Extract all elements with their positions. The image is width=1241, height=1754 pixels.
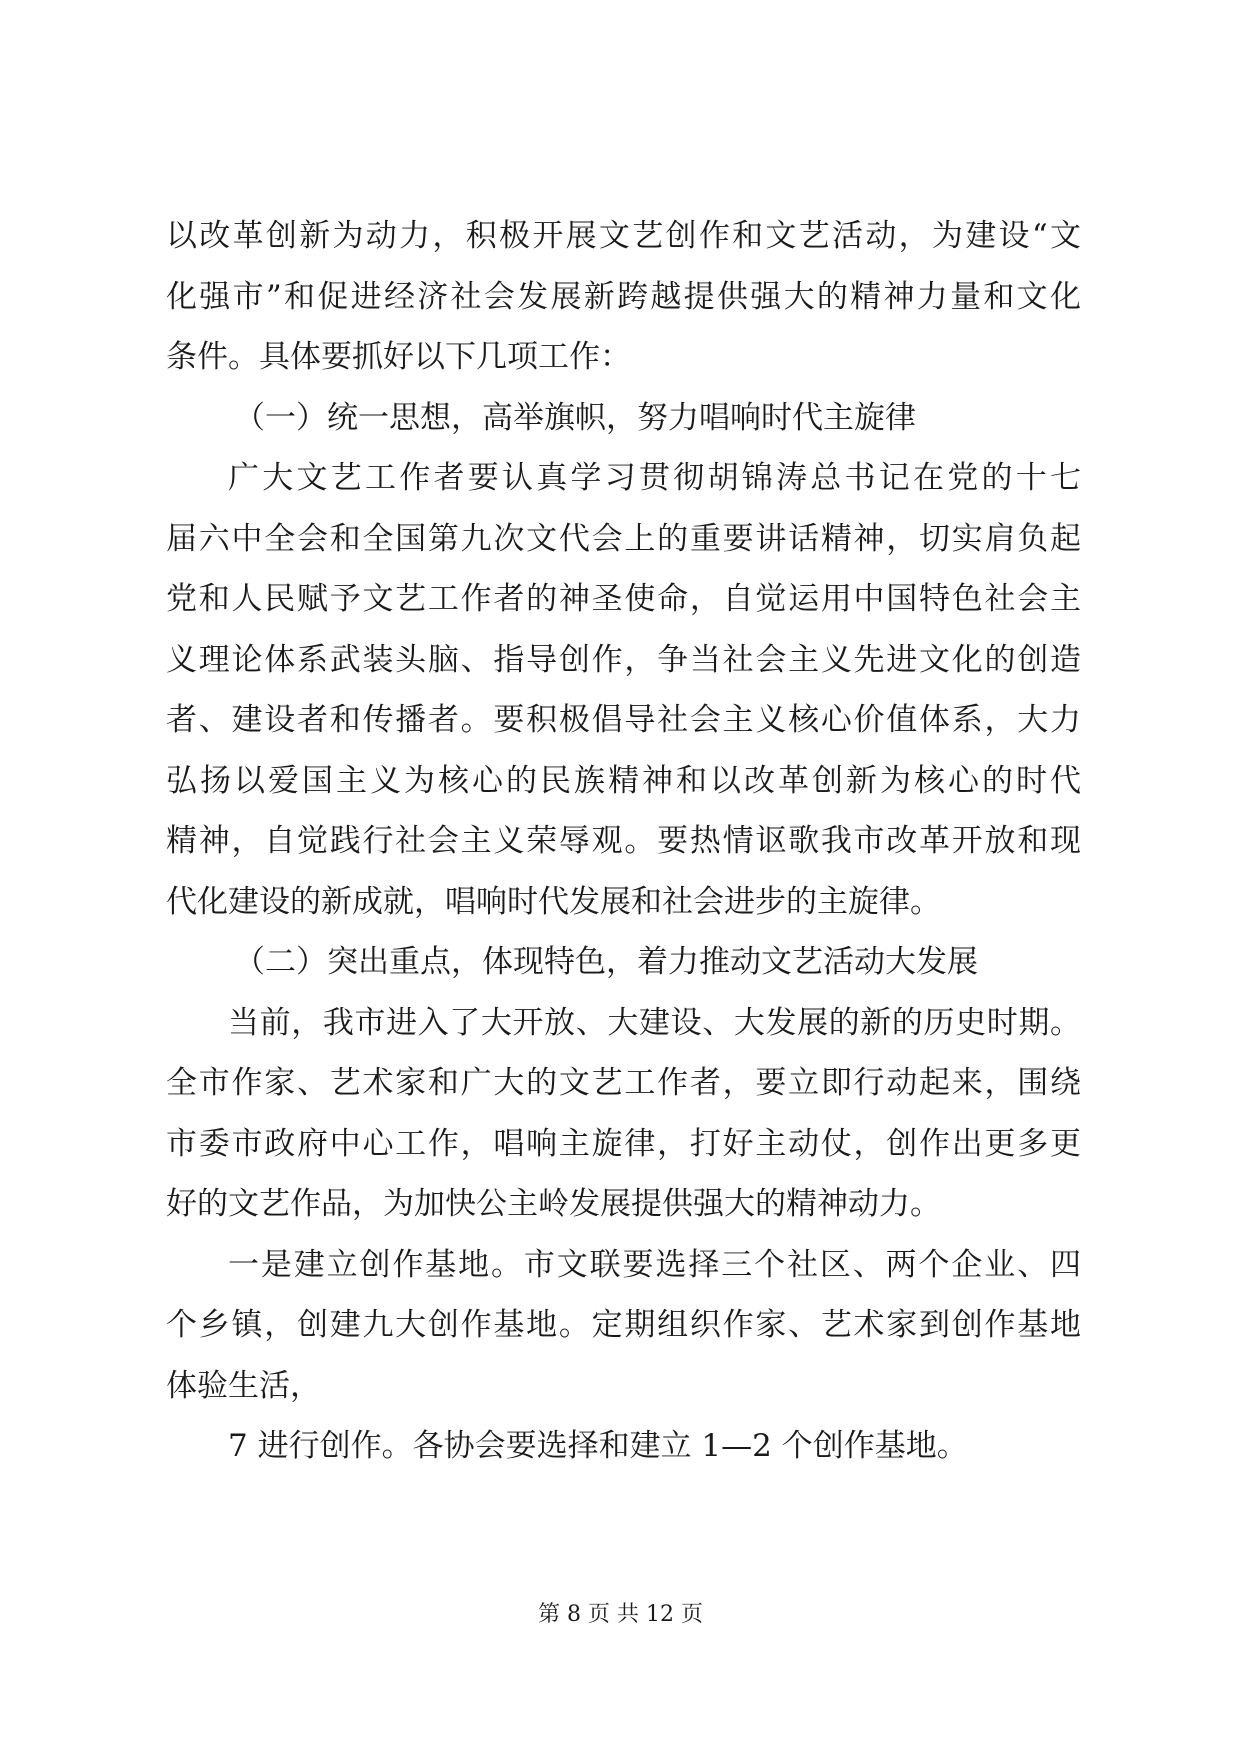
text-line: 届六中全会和全国第九次文代会上的重要讲话精神，切实肩负起 bbox=[166, 520, 1081, 557]
paragraph-first-line: 一是建立创作基地。市文联要选择三个社区、两个企业、四 bbox=[228, 1246, 1081, 1283]
paragraph-first-line: 7 进行创作。各协会要选择和建立 1—2 个创作基地。 bbox=[228, 1428, 968, 1464]
text-line: 个乡镇，创建九大创作基地。定期组织作家、艺术家到创作基地 bbox=[166, 1307, 1081, 1343]
page-number-footer: 第 8 页 共 12 页 bbox=[538, 1602, 703, 1627]
text-line: 义理论体系武装头脑、指导创作，争当社会主义先进文化的创造 bbox=[166, 641, 1081, 678]
document-body bbox=[166, 206, 1081, 1477]
section-heading: （一）统一思想，高举旗帜，努力唱响时代主旋律 bbox=[234, 399, 916, 436]
text-line: 好的文艺作品，为加快公主岭发展提供强大的精神动力。 bbox=[166, 1186, 941, 1222]
text-line: 化强市”和促进经济社会发展新跨越提供强大的精神力量和文化 bbox=[166, 278, 1081, 315]
text-line: 体验生活， bbox=[166, 1367, 321, 1404]
text-line: 党和人民赋予文艺工作者的神圣使命，自觉运用中国特色社会主 bbox=[166, 581, 1081, 617]
text-line: 代化建设的新成就，唱响时代发展和社会进步的主旋律。 bbox=[166, 883, 941, 920]
text-line: 者、建设者和传播者。要积极倡导社会主义核心价值体系，大力 bbox=[166, 702, 1081, 738]
text-line: 以改革创新为动力，积极开展文艺创作和文艺活动，为建设“文 bbox=[166, 218, 1081, 254]
text-line: 条件。具体要抓好以下几项工作： bbox=[166, 339, 631, 375]
text-line: 市委市政府中心工作，唱响主旋律，打好主动仗，创作出更多更 bbox=[166, 1125, 1081, 1162]
section-heading: （二）突出重点，体现特色，着力推动文艺活动大发展 bbox=[234, 944, 978, 980]
text-line: 弘扬以爱国主义为核心的民族精神和以改革创新为核心的时代 bbox=[166, 762, 1081, 799]
paragraph-first-line: 当前，我市进入了大开放、大建设、大发展的新的历史时期。 bbox=[228, 1004, 1081, 1041]
text-line: 精神，自觉践行社会主义荣辱观。要热情讴歌我市改革开放和现 bbox=[166, 823, 1081, 859]
text-line: 全市作家、艺术家和广大的文艺工作者，要立即行动起来，围绕 bbox=[166, 1065, 1081, 1101]
paragraph-first-line: 广大文艺工作者要认真学习贯彻胡锦涛总书记在党的十七 bbox=[228, 460, 1081, 496]
